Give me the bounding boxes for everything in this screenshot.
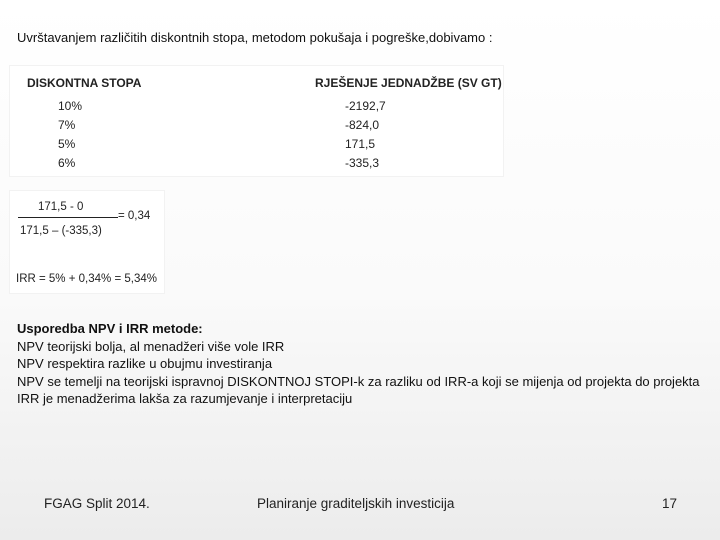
footer-institution: FGAG Split 2014.	[44, 496, 150, 511]
result-cell: -824,0	[345, 118, 380, 132]
comparison-point: IRR je menadžerima lakša za razumjevanje i interpretaciju	[17, 391, 353, 406]
results-column	[345, 97, 386, 173]
fraction-result: = 0,34	[118, 210, 151, 222]
result-cell: -2192,7	[345, 99, 386, 113]
result-cell: 171,5	[345, 137, 376, 151]
intro-text: Uvrštavanjem različitih diskontnih stopa, metodom pokušaja i pogreške,dobivamo :	[17, 30, 493, 45]
rates-column	[58, 97, 82, 173]
irr-interpolation-calculation	[10, 191, 164, 293]
footer-page-number: 17	[662, 496, 678, 511]
rate-cell: 10%	[58, 99, 83, 113]
npv-irr-comparison	[17, 320, 707, 408]
comparison-point: NPV se temelji na teorijski ispravnoj DISKONTNOJ STOPI-k za razliku od IRR-a koji se mijenja od projekta do projekta	[17, 373, 700, 389]
comparison-title: Usporedba NPV i IRR metode:	[17, 321, 203, 336]
rate-cell: 5%	[58, 137, 76, 151]
fraction-numerator: 171,5 - 0	[38, 201, 84, 213]
irr-formula: IRR = 5% + 0,34% = 5,34%	[16, 273, 157, 285]
rate-cell: 7%	[58, 118, 76, 132]
fraction-bar	[18, 217, 118, 218]
table-header-equation-result: RJEŠENJE JEDNADŽBE (SV GT)	[315, 76, 502, 90]
result-cell: -335,3	[345, 156, 380, 170]
comparison-point: NPV teorijski bolja, al menadžeri više vole IRR	[17, 338, 285, 354]
fraction-denominator: 171,5 – (-335,3)	[20, 225, 102, 237]
table-header-discount-rate: DISKONTNA STOPA	[27, 76, 142, 90]
discount-rate-table	[10, 66, 503, 176]
comparison-point: NPV respektira razlike u obujmu investiranja	[17, 356, 273, 371]
footer-course-title: Planiranje graditeljskih investicija	[257, 496, 455, 511]
rate-cell: 6%	[58, 156, 76, 170]
